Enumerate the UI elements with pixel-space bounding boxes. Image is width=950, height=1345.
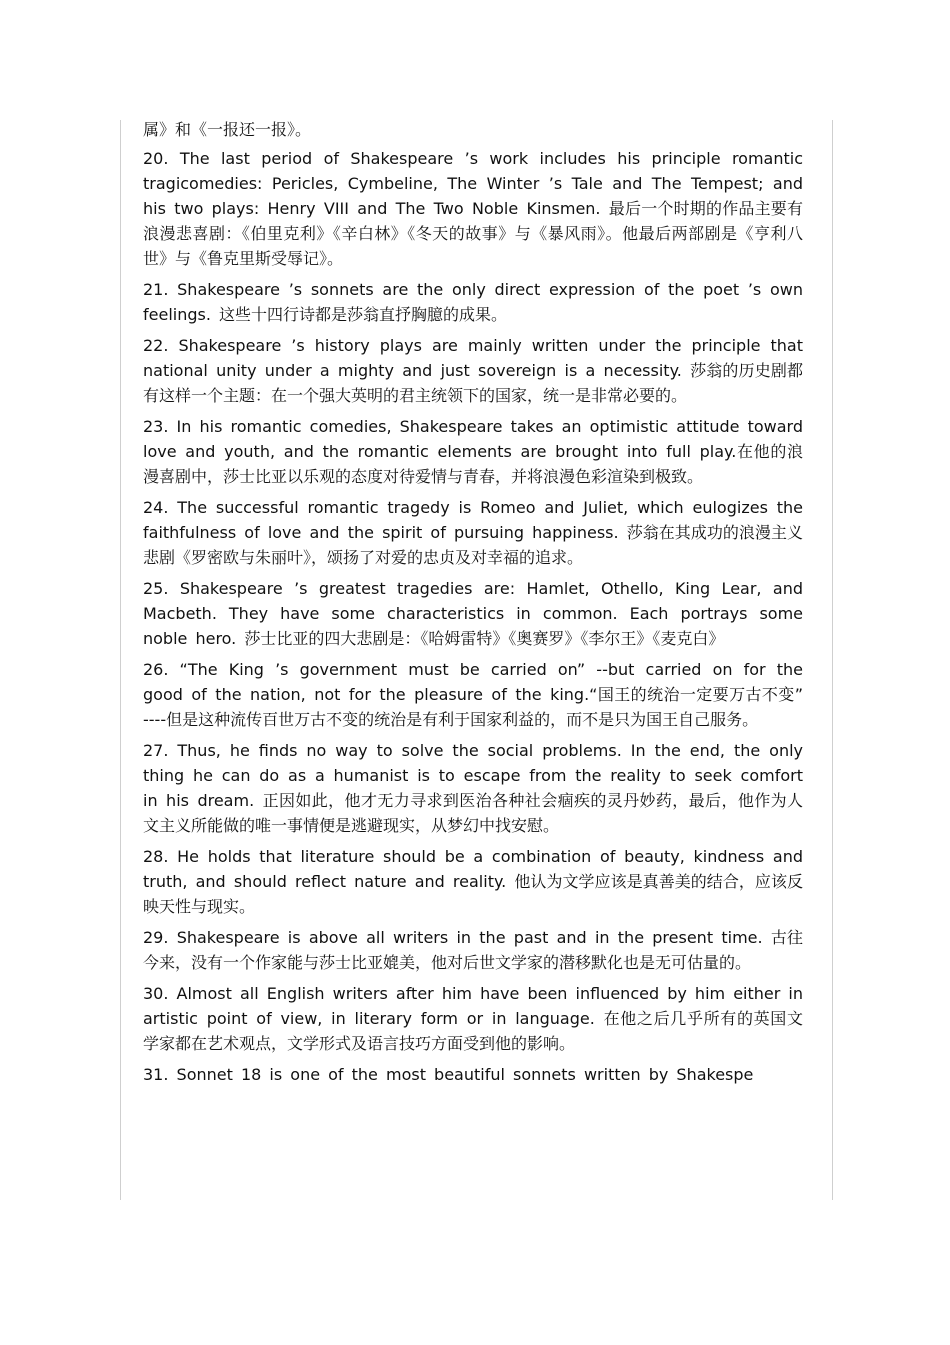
paragraph-23: 23. In his romantic comedies, Shakespeare takes an optimistic attitude toward love and youth, and the romantic elements are brought into full play.在他的浪漫喜剧中，莎士比亚以乐观的态度对待爱情与青春，并将浪漫色彩渲染到极致。 — [143, 417, 803, 486]
paragraph-22: 22. Shakespeare ’s history plays are mainly written under the principle that national unity under a mighty and just sovereign is a necessity. 莎翁的历史剧都有这样一个主题：在一个强大英明的君主统领下的国家，统一是非常必要的。 — [143, 336, 803, 405]
paragraph-30: 30. Almost all English writers after him have been influenced by him either in artistic point of view, in literary form or in language. 在他之后几乎所有的英国文学家都在艺术观点，文学形式及语言技巧方面受到他的影响。 — [143, 984, 803, 1053]
paragraph-20: 20. The last period of Shakespeare ’s work includes his principle romantic tragicomedies: Pericles, Cymbeline, The Winter ’s Tale and The Tempest; and his two plays: Henry VIII and The Two Noble Kinsmen. 最后一个时期的作品主要有浪漫悲喜剧：《伯里克利》《辛白林》《冬天的故事》与《暴风雨》。他最后两部剧是《亨利八世》与《鲁克里斯受辱记》。 — [143, 149, 803, 268]
document-body — [143, 117, 803, 1093]
paragraph-31: 31. Sonnet 18 is one of the most beautiful sonnets written by Shakespe — [143, 1065, 754, 1084]
paragraph-27: 27. Thus, he finds no way to solve the social problems. In the end, the only thing he can do as a humanist is to escape from the reality to seek comfort in his dream. 正因如此，他才无力寻求到医治各种社会痼疾的灵丹妙药，最后，他作为人文主义所能做的唯一事情便是逃避现实，从梦幻中找安慰。 — [143, 741, 803, 835]
paragraph-28: 28. He holds that literature should be a combination of beauty, kindness and truth, and should reflect nature and reality. 他认为文学应该是真善美的结合，应该反映天性与现实。 — [143, 847, 803, 916]
paragraph-26: 26. “The King ’s government must be carried on” --but carried on for the good of the nation, not for the pleasure of the king.“国王的统治一定要万古不变” ----但是这种流传百世万古不变的统治是有利于国家利益的，而不是只为国王自己服务。 — [143, 660, 803, 729]
paragraph-21: 21. Shakespeare ’s sonnets are the only direct expression of the poet ’s own feelings. 这些十四行诗都是莎翁直抒胸臆的成果。 — [143, 280, 803, 324]
paragraph-continuation: 属》和《一报还一报》。 — [143, 120, 312, 139]
left-margin-rule — [120, 120, 121, 1200]
right-margin-rule — [832, 120, 833, 1200]
paragraph-29: 29. Shakespeare is above all writers in the past and in the present time. 古往今来，没有一个作家能与莎士比亚媲美，他对后世文学家的潜移默化也是无可估量的。 — [143, 928, 803, 972]
paragraph-25: 25. Shakespeare ’s greatest tragedies are: Hamlet, Othello, King Lear, and Macbeth. They have some characteristics in common. Each portrays some noble hero. 莎士比亚的四大悲剧是：《哈姆雷特》《奥赛罗》《李尔王》《麦克白》 — [143, 579, 803, 648]
paragraph-24: 24. The successful romantic tragedy is Romeo and Juliet, which eulogizes the faithfulness of love and the spirit of pursuing happiness. 莎翁在其成功的浪漫主义悲剧《罗密欧与朱丽叶》，颂扬了对爱的忠贞及对幸福的追求。 — [143, 498, 803, 567]
